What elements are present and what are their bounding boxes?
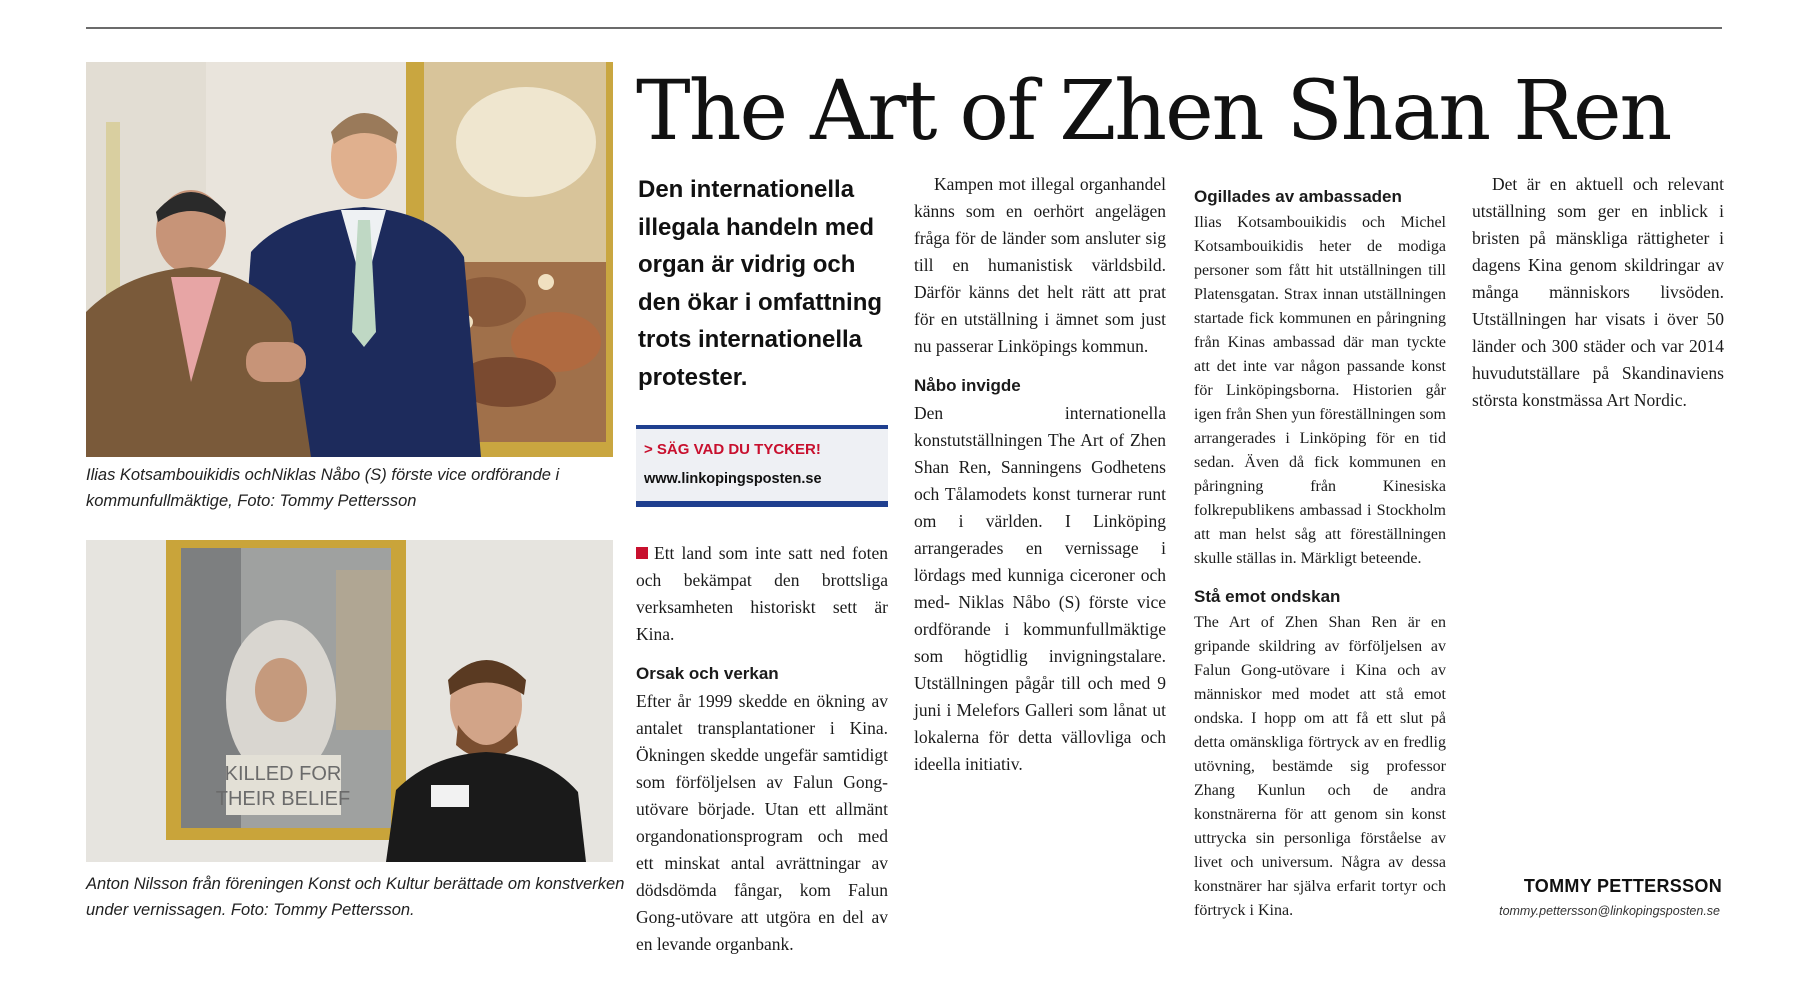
photo-officials-image <box>86 62 613 457</box>
intro-text: Ett land som inte satt ned foten och bekämpat den brottsliga verksamheten historiskt sett är Kina. <box>636 543 888 644</box>
subheading-orsak: Orsak och verkan <box>636 664 779 683</box>
body-paragraph-2: Kampen mot illegal organhandel känns som en oerhört angelägen fråga för de länder som ansluter sig till en humanistisk världsbild. Därför känns det helt rätt att prat för en utställning i ämnet som just nu passerar Linköpings kommun. <box>914 174 1166 356</box>
article-column-2 <box>914 171 1166 778</box>
photo-caption-officials: Ilias Kotsambouikidis ochNiklas Nåbo (S) förste vice ordförande i kommunfullmäktige, Foto: Tommy Pettersson <box>86 466 560 510</box>
body-paragraph-3: Den internationella konstutställningen The Art of Zhen Shan Ren, Sanningens Godhetens och Tålamodets konst turnerar runt om i världen. I Linköping arrangerades en vernissage i lördags med kunniga ciceroner och med- Niklas Nåbo (S) förste vice ordförande i kommunfullmäktige som högtidlig invigningstalare. Utställningen pågår till och med 9 juni i Melefors Galleri som lånat ut lokalerna för detta vällovliga och ideella initiativ. <box>914 403 1166 774</box>
article-column-4 <box>1472 171 1724 414</box>
photo-artwork-presenter <box>86 540 613 862</box>
author-email[interactable]: tommy.pettersson@linkopingsposten.se <box>1499 904 1720 918</box>
comment-promo-box[interactable] <box>636 425 888 507</box>
photo-officials-with-painting <box>86 62 613 457</box>
author-byline: TOMMY PETTERSSON <box>1523 876 1722 896</box>
body-paragraph-1: Efter år 1999 skedde en ökning av antalet transplantationer i Kina. Ökningen skedde ungefär samtidigt som förföljelsen av Falun Gong-utövare började. Utan ett allmänt organdonationsprogram och med ett minskat antal avrättningar av dödsdömda fångar, kom Falun Gong-utövare att utgöra en del av en levande organbank. <box>636 691 888 954</box>
article-lede: Den internationella illegala handeln med organ är vidrig och den ökar i omfattning trots internationella protester. <box>638 176 883 391</box>
promo-label[interactable]: > SÄG VAD DU TYCKER! <box>644 441 821 458</box>
photo-presenter-image <box>86 540 613 862</box>
promo-url-link[interactable]: www.linkopingsposten.se <box>644 471 822 487</box>
sign-text-line2: THEIR BELIEF <box>215 788 351 810</box>
red-square-marker <box>636 547 648 559</box>
intro-paragraph <box>636 540 888 648</box>
top-rule <box>86 27 1722 29</box>
body-paragraph-6: Det är en aktuell och relevant utställning som ger en inblick i bristen på mänskliga rättigheter i dagens Kina genom skildringar av många människors livsöden. Utställningen har visats i över 50 länder och 300 städer och var 2014 huvudutställare på Skandinaviens största konstmässa Art Nordic. <box>1472 174 1724 410</box>
photo-caption-presenter: Anton Nilsson från föreningen Konst och Kultur berättade om konstverken under vernissagen. Foto: Tommy Pettersson. <box>86 875 625 919</box>
body-paragraph-4: Ilias Kotsambouikidis och Michel Kotsambouikidis heter de modiga personer som fått hit utställningen till Platensgatan. Strax innan utställningen startade fick kommunen en påringning från Kinas ambassad där man tyckte att det inte var någon passande konst för Linköpingsborna. Historien går igen från Shen yun föreställningen som arrangerades i Linköping för en tid sedan. Även då fick kommunen en påringning från Kinesiska folkrepublikens ambassad i Stockholm att man helst såg att föreställningen skulle ställas in. Märkligt beteende. <box>1194 214 1446 567</box>
subheading-ondskan: Stå emot ondskan <box>1194 587 1341 606</box>
body-paragraph-5: The Art of Zhen Shan Ren är en gripande skildring av förföljelsen av Falun Gong-utövare i Kina och av människor med modet att stå emot ondska. I hopp om att få ett slut på detta omänskliga förtryck av en fredlig utövning, bestämde sig professor Zhang Kunlun och de andra konstnärerna för att genom sin konst uttrycka sin personliga förståelse av livet och universum. Några av dessa konstnärer har själva erfarit tortyr och förtryck i Kina. <box>1194 614 1446 919</box>
subheading-nabo: Nåbo invigde <box>914 376 1021 395</box>
sign-text-line1: KILLED FOR <box>224 763 342 785</box>
article-column-1 <box>636 540 888 958</box>
subheading-ambassaden: Ogillades av ambassaden <box>1194 187 1402 206</box>
article-column-3 <box>1194 171 1446 923</box>
article-headline: The Art of Zhen Shan Ren <box>636 64 1671 159</box>
